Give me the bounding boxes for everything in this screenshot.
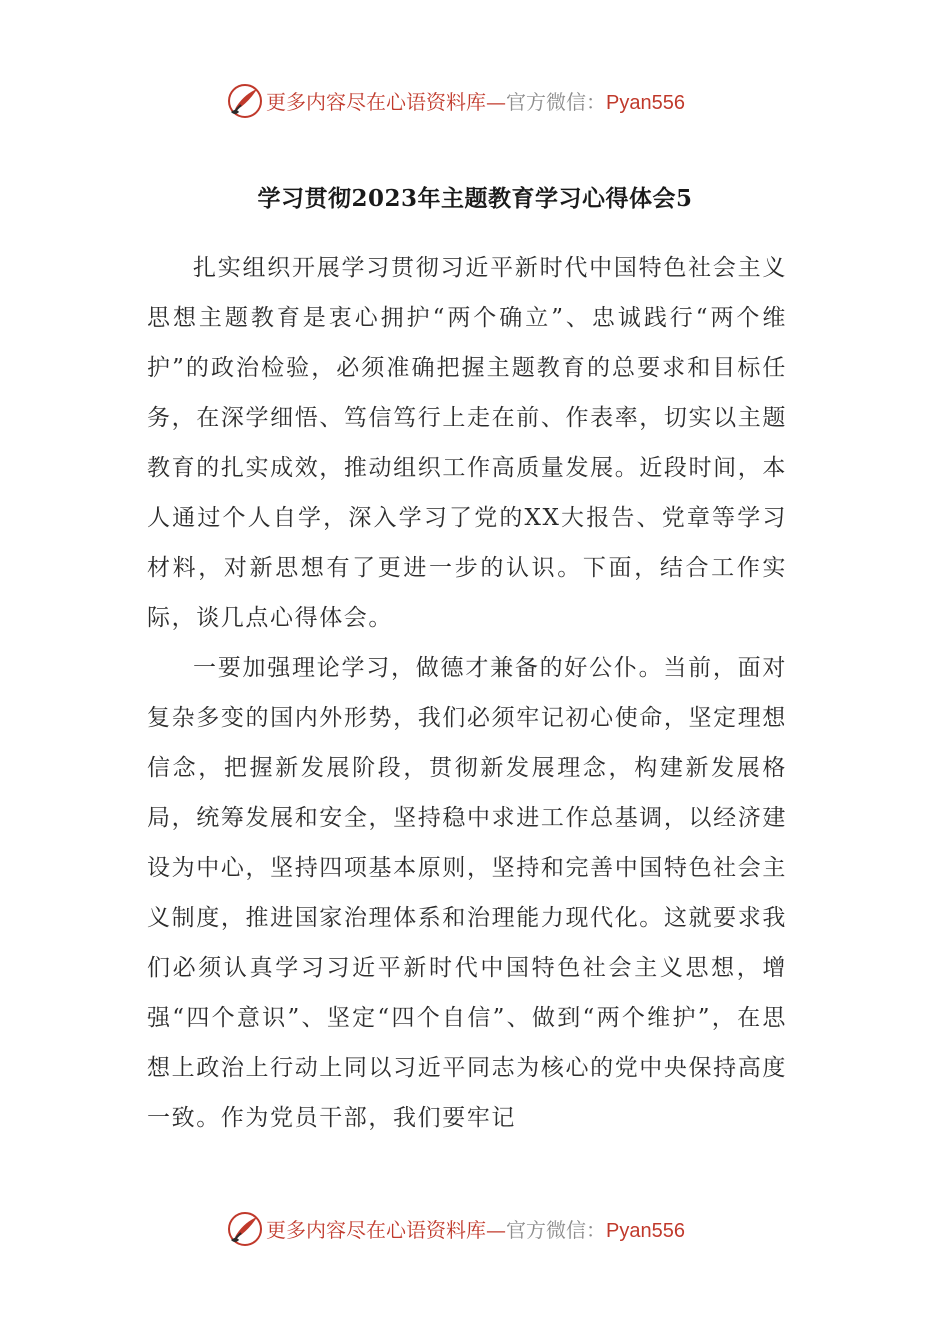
header-watermark [0, 80, 950, 124]
body-paragraph-2: 一要加强理论学习，做德才兼备的好公仆。当前，面对复杂多变的国内外形势，我们必须牢记初心使命，坚定理想信念，把握新发展阶段，贯彻新发展理念，构建新发展格局，统筹发展和安全，坚持稳中求进工作总基调，以经济建设为中心，坚持四项基本原则，坚持和完善中国特色社会主义制度，推进国家治理体系和治理能力现代化。这就要求我们必须认真学习习近平新时代中国特色社会主义思想，增强“四个意识”、坚定“四个自信”、做到“两个维护”，在思想上政治上行动上同以习近平同志为核心的党中央保持高度一致。作为党员干部，我们要牢记 [147, 655, 787, 1131]
watermark-wechat-id: Pyan556 [606, 92, 685, 114]
watermark-text [266, 1218, 685, 1243]
document-title: 学习贯彻2023年主题教育学习心得体会5 [257, 185, 693, 212]
watermark-separator: — [486, 1218, 506, 1242]
watermark-label: 官方微信： [506, 90, 606, 114]
watermark-tagline: 更多内容尽在心语资料库 [266, 90, 486, 114]
watermark-tagline: 更多内容尽在心语资料库 [266, 1218, 486, 1242]
watermark-separator: — [486, 90, 506, 114]
quill-pen-logo-icon [226, 1210, 264, 1248]
watermark-text [266, 90, 685, 115]
quill-pen-logo-icon [226, 82, 264, 120]
watermark-label: 官方微信： [506, 1218, 606, 1242]
footer-watermark [0, 1208, 950, 1252]
body-paragraph-1: 扎实组织开展学习贯彻习近平新时代中国特色社会主义思想主题教育是衷心拥护“两个确立”、忠诚践行“两个维护”的政治检验，必须准确把握主题教育的总要求和目标任务，在深学细悟、笃信笃行上走在前、作表率，切实以主题教育的扎实成效，推动组织工作高质量发展。近段时间，本人通过个人自学，深入学习了党的XX大报告、党章等学习材料，对新思想有了更进一步的认识。下面，结合工作实际，谈几点心得体会。 [147, 255, 787, 631]
watermark-wechat-id: Pyan556 [606, 1220, 685, 1242]
